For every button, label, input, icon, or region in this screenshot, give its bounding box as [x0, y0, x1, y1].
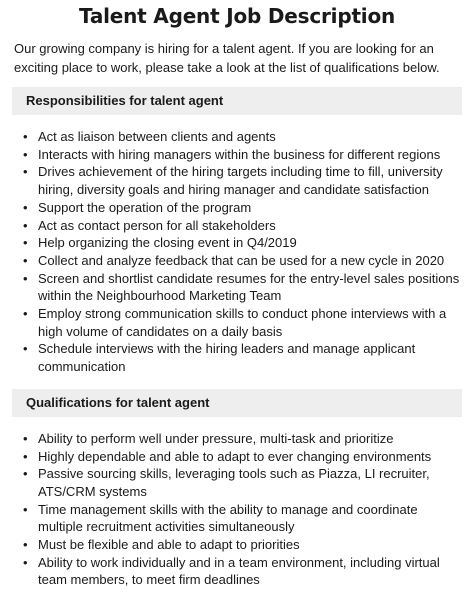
list-item	[23, 536, 462, 554]
list-item	[23, 465, 462, 500]
list-item	[23, 305, 462, 340]
list-item	[23, 430, 462, 448]
list-item	[23, 199, 462, 217]
page-title: Talent Agent Job Description	[78, 4, 396, 28]
responsibilities-heading: Responsibilities for talent agent	[12, 87, 462, 115]
bullet-icon: •	[23, 341, 28, 357]
list-item	[23, 340, 462, 375]
bullet-icon: •	[23, 430, 28, 446]
bullet-icon: •	[23, 252, 28, 268]
list-item	[23, 270, 462, 305]
list-item-text: Help organizing the closing event in Q4/2019	[38, 235, 297, 251]
qualifications-list	[12, 430, 462, 589]
list-item-text: Time management skills with the ability to manage and coordinate multiple recruitment activities simultaneously	[38, 501, 418, 535]
list-item-text: Interacts with hiring managers within the business for different regions	[38, 146, 441, 162]
list-item-text: Screen and shortlist candidate resumes for the entry-level sales positions within the Neighbourhood Marketing Team	[38, 270, 460, 304]
bullet-icon: •	[23, 164, 28, 180]
list-item-text: Act as liaison between clients and agents	[38, 129, 276, 144]
list-item-text: Drives achievement of the hiring targets including time to fill, university hiring, diversity goals and hiring manager and candidate satisfaction	[38, 164, 443, 198]
bullet-icon: •	[23, 466, 28, 482]
intro-paragraph: Our growing company is hiring for a talent agent. If you are looking for an exciting place to work, please take a look at the list of qualifications below.	[14, 41, 440, 75]
list-item	[23, 128, 462, 146]
list-item-text: Act as contact person for all stakeholders	[38, 217, 276, 233]
list-item-text: Passive sourcing skills, leveraging tools such as Piazza, LI recruiter, ATS/CRM systems	[38, 466, 430, 499]
list-item	[23, 163, 462, 198]
responsibilities-list	[12, 128, 462, 376]
bullet-icon: •	[23, 146, 28, 162]
bullet-icon: •	[23, 217, 28, 233]
bullet-icon: •	[23, 554, 28, 570]
list-item	[23, 448, 462, 466]
bullet-icon: •	[23, 448, 28, 464]
bullet-icon: •	[23, 537, 28, 553]
list-item	[23, 217, 462, 235]
list-item-text: Ability to perform well under pressure, multi-task and prioritize	[38, 430, 394, 446]
list-item-text: Ability to work individually and in a team environment, including virtual team members, to meet firm deadlines	[38, 554, 440, 588]
bullet-icon: •	[23, 129, 28, 144]
list-item	[23, 146, 462, 164]
list-item-text: Collect and analyze feedback that can be used for a new cycle in 2020	[38, 252, 445, 268]
list-item-text: Employ strong communication skills to conduct phone interviews with a high volume of candidates on a daily basis	[38, 306, 447, 339]
qualifications-heading: Qualifications for talent agent	[12, 389, 462, 417]
list-item-text: Must be flexible and able to adapt to priorities	[38, 537, 300, 553]
bullet-icon: •	[23, 501, 28, 517]
bullet-icon: •	[23, 235, 28, 251]
list-item	[23, 252, 462, 270]
list-item-text: Support the operation of the program	[38, 199, 252, 215]
list-item-text: Schedule interviews with the hiring leaders and manage applicant communication	[38, 341, 416, 375]
list-item	[23, 501, 462, 536]
list-item-text: Highly dependable and able to adapt to ever changing environments	[38, 448, 432, 464]
list-item	[23, 234, 462, 252]
bullet-icon: •	[23, 306, 28, 322]
bullet-icon: •	[23, 199, 28, 215]
bullet-icon: •	[23, 270, 28, 286]
list-item	[23, 554, 462, 589]
